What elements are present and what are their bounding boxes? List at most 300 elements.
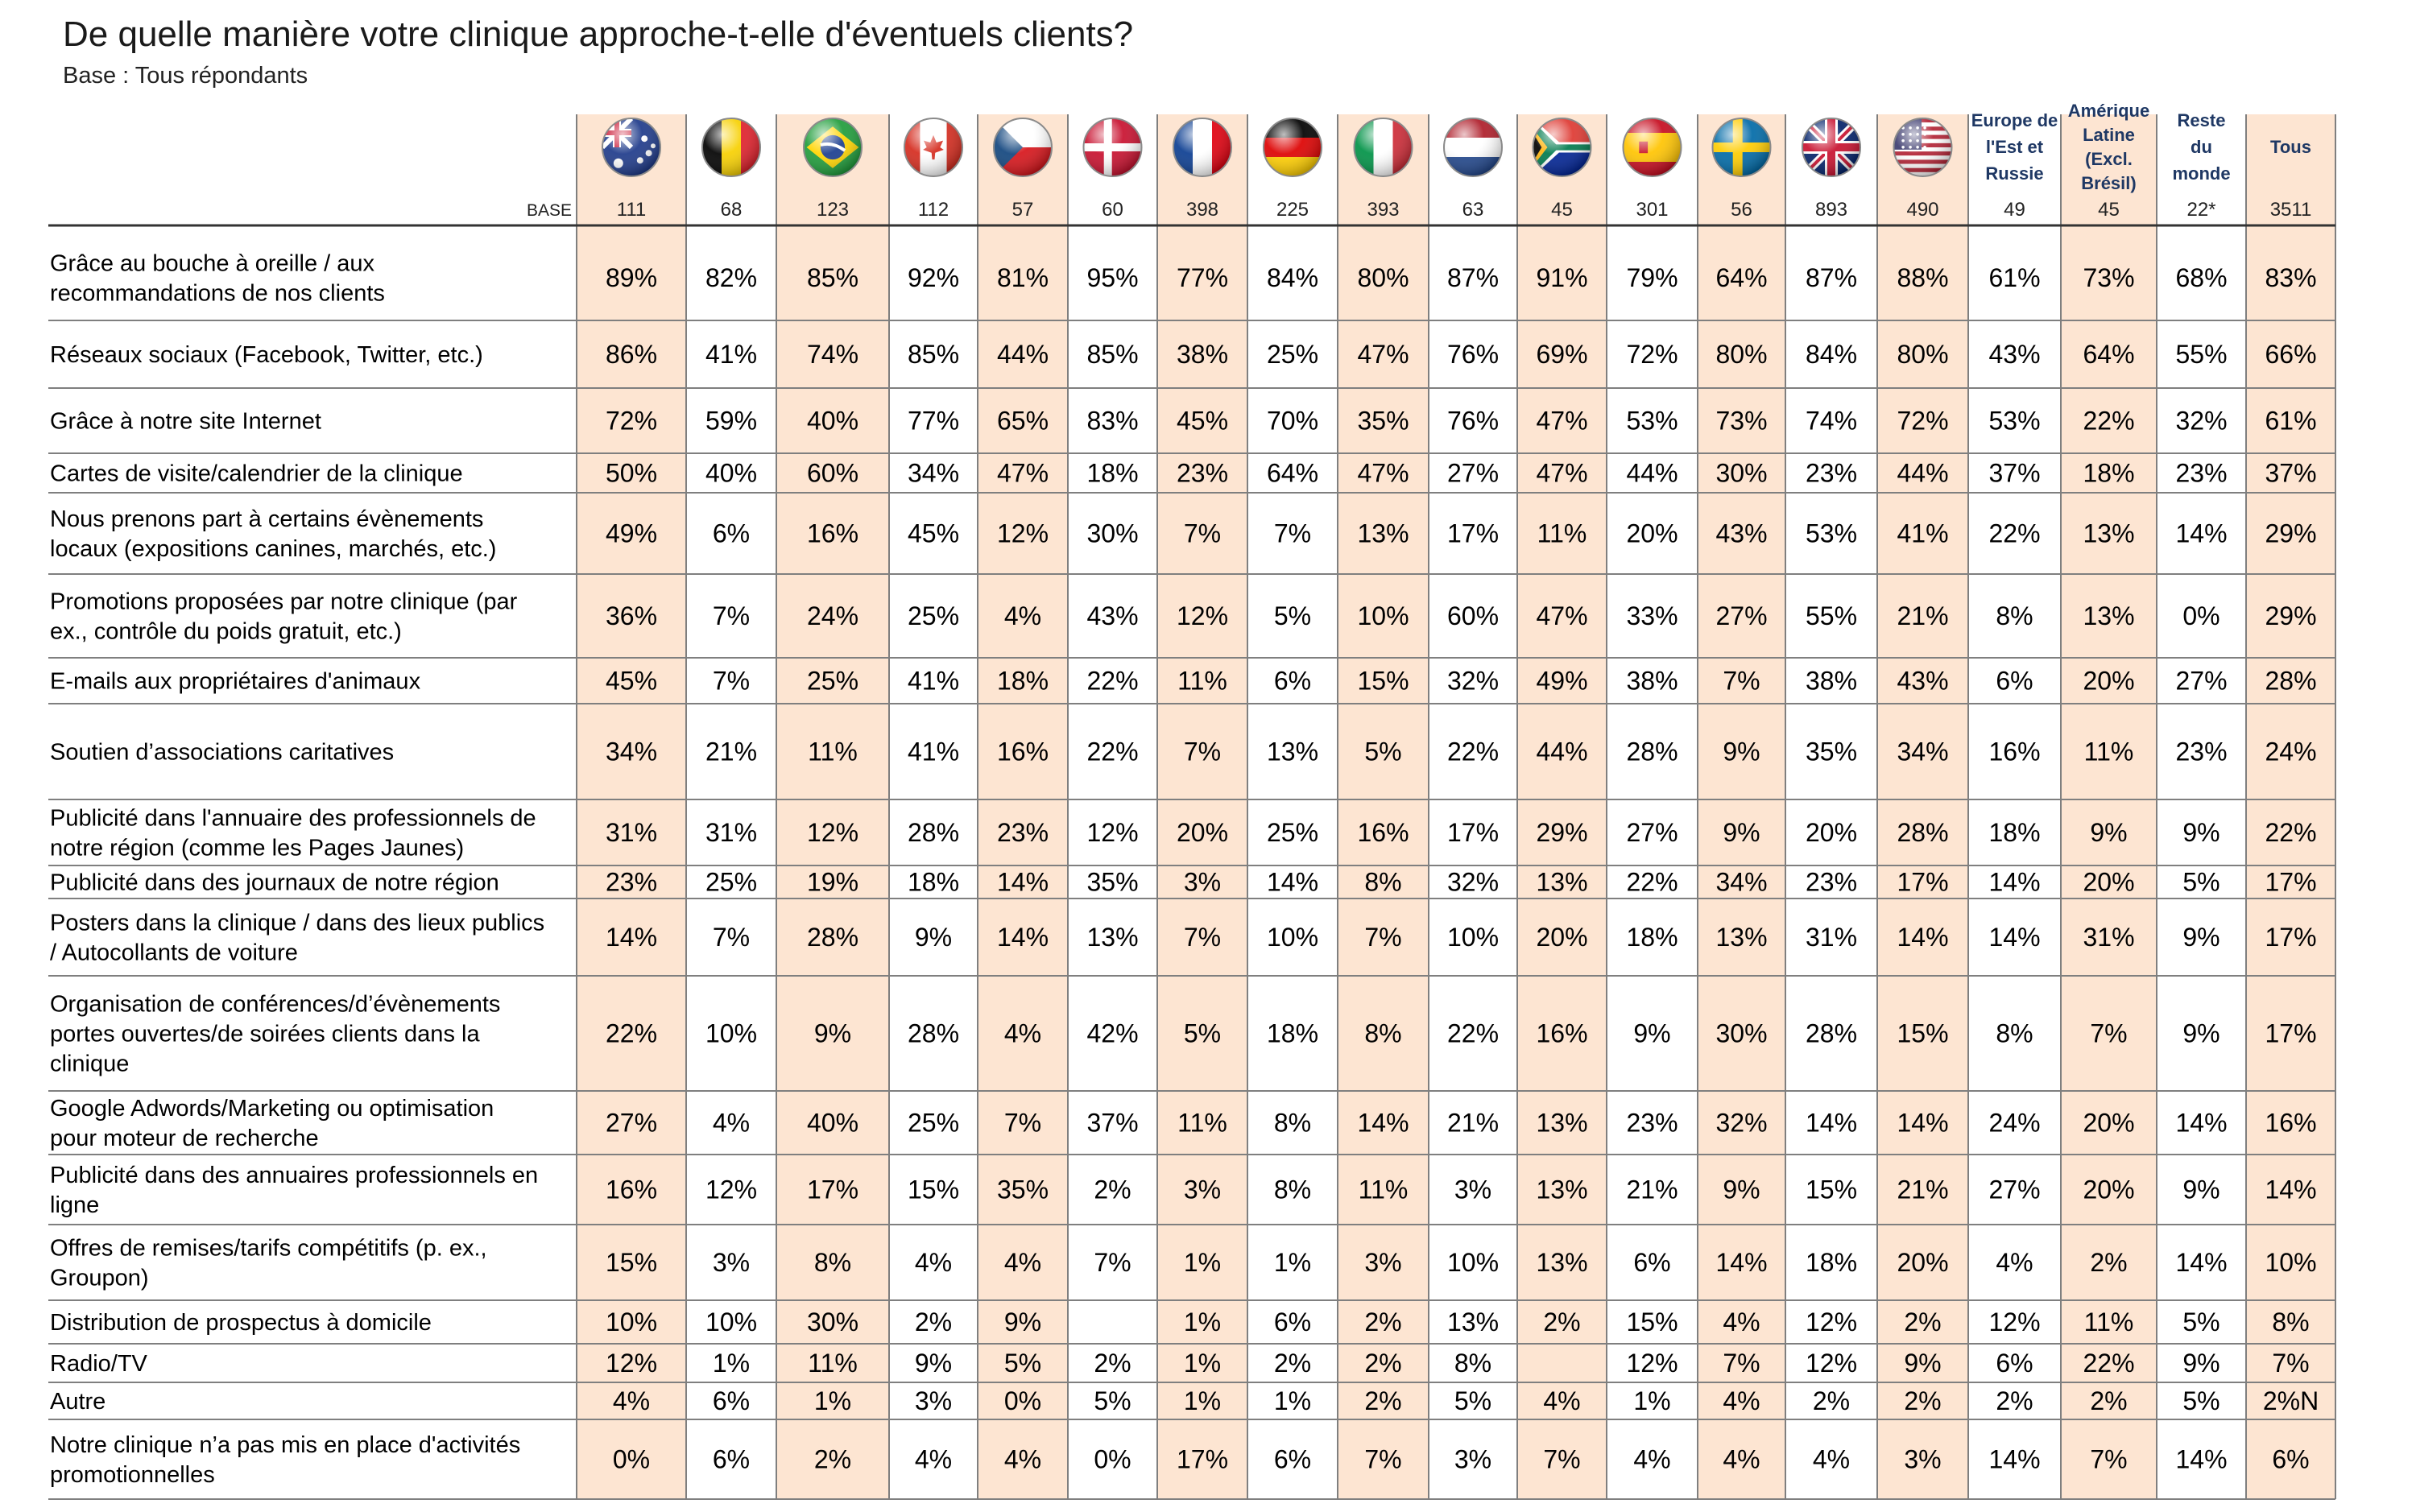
- cell-value: 22%: [2083, 406, 2135, 436]
- cell-value: 1%: [813, 1386, 852, 1415]
- cell-value: 3%: [1183, 867, 1222, 897]
- cell-value: 7%: [1183, 923, 1222, 952]
- cell-value: 13%: [2083, 518, 2135, 548]
- cell-value: 5%: [1364, 737, 1402, 766]
- cell-value: 14%: [1805, 1108, 1858, 1138]
- cell-value: 43%: [1086, 601, 1139, 630]
- cell-value: 9%: [2090, 818, 2128, 847]
- cell-value: 25%: [806, 666, 859, 696]
- base-count: 111: [616, 199, 647, 221]
- cell-value: 23%: [2175, 458, 2228, 488]
- cell-value: 18%: [1626, 923, 1678, 952]
- cell-value: 9%: [813, 1018, 852, 1048]
- cell-value: 22%: [1988, 518, 2041, 548]
- row-label: E-mails aux propriétaires d'animaux: [50, 668, 421, 695]
- cell-value: 20%: [1897, 1248, 1949, 1277]
- cell-value: 9%: [2182, 1349, 2220, 1378]
- cell-value: 20%: [1626, 518, 1678, 548]
- cell-value: 35%: [996, 1175, 1049, 1204]
- france-flag-icon: [1173, 118, 1231, 176]
- belgium-flag-icon: [702, 118, 760, 176]
- cell-value: 47%: [1536, 458, 1588, 488]
- cell-value: 41%: [1897, 518, 1949, 548]
- cell-value: 5%: [1454, 1386, 1492, 1415]
- cell-value: 17%: [1446, 818, 1500, 847]
- cell-value: 4%: [1543, 1386, 1581, 1415]
- cell-value: 27%: [1446, 458, 1500, 488]
- base-label: BASE: [526, 201, 572, 220]
- cell-value: 22%: [1446, 1018, 1500, 1048]
- shaded-column: [1877, 114, 1968, 1499]
- row-label: notre région (comme les Pages Jaunes): [50, 835, 465, 861]
- cell-value: 8%: [813, 1248, 852, 1277]
- cell-value: 6%: [1996, 1349, 2033, 1378]
- base-count: 393: [1367, 199, 1400, 221]
- cell-value: 14%: [1988, 923, 2041, 952]
- column-header-label: (Excl.: [2085, 149, 2133, 169]
- row-label: pour moteur de recherche: [50, 1126, 319, 1151]
- cell-value: 14%: [2175, 1248, 2228, 1277]
- cell-value: 12%: [1086, 818, 1139, 847]
- row-label: Nous prenons part à certains évènements: [50, 506, 484, 532]
- cell-value: 31%: [2083, 923, 2135, 952]
- column-header-label: Europe de: [1971, 110, 2058, 130]
- cell-value: 29%: [2265, 601, 2317, 630]
- cell-value: 18%: [1086, 458, 1139, 488]
- australia-flag-icon: [602, 118, 660, 176]
- cell-value: 5%: [1003, 1349, 1042, 1378]
- cell-value: 32%: [2175, 406, 2228, 436]
- cell-value: 1%: [1183, 1308, 1222, 1336]
- cell-value: 22%: [1446, 737, 1500, 766]
- page-subtitle: Base : Tous répondants: [63, 63, 308, 89]
- cell-value: 0%: [1003, 1386, 1042, 1415]
- row-label: clinique: [50, 1051, 130, 1077]
- cell-value: 55%: [1805, 601, 1858, 630]
- cell-value: 10%: [1266, 923, 1319, 952]
- cell-value: 8%: [1364, 867, 1402, 897]
- cell-value: 2%: [1364, 1386, 1402, 1415]
- cell-value: 14%: [996, 923, 1049, 952]
- cell-value: 34%: [605, 737, 658, 766]
- cell-value: 44%: [1897, 458, 1949, 488]
- cell-value: 80%: [1715, 340, 1768, 369]
- cell-value: 4%: [1003, 1018, 1042, 1048]
- cell-value: 4%: [1003, 601, 1042, 630]
- cell-value: 85%: [806, 263, 859, 292]
- cell-value: 7%: [1723, 1349, 1760, 1378]
- cell-value: 7%: [712, 923, 751, 952]
- cell-value: 47%: [1357, 340, 1409, 369]
- cell-value: 23%: [1805, 458, 1858, 488]
- cell-value: 30%: [1086, 518, 1139, 548]
- cell-value: 4%: [1003, 1444, 1042, 1474]
- cell-value: 38%: [1805, 666, 1858, 696]
- cell-value: 89%: [605, 263, 658, 292]
- base-count: 123: [816, 199, 850, 221]
- cell-value: 86%: [605, 340, 658, 369]
- cell-value: 4%: [612, 1386, 651, 1415]
- cell-value: 1%: [712, 1349, 751, 1378]
- cell-value: 12%: [605, 1349, 658, 1378]
- cell-value: 7%: [1183, 518, 1222, 548]
- cell-value: 17%: [2265, 867, 2317, 897]
- cell-value: 64%: [1715, 263, 1768, 292]
- cell-value: 32%: [1446, 867, 1500, 897]
- cell-value: 42%: [1086, 1018, 1139, 1048]
- shaded-column: [1338, 114, 1429, 1499]
- cell-value: 20%: [1176, 818, 1229, 847]
- cell-value: 18%: [1805, 1248, 1858, 1277]
- cell-value: 35%: [1086, 867, 1139, 897]
- cell-value: 92%: [907, 263, 960, 292]
- base-count: 22*: [2186, 199, 2216, 221]
- row-label: locaux (expositions canines, marchés, etc.): [50, 536, 497, 562]
- cell-value: 37%: [2265, 458, 2317, 488]
- row-label: / Autocollants de voiture: [50, 940, 298, 966]
- cell-value: 77%: [1176, 263, 1229, 292]
- cell-value: 13%: [1357, 518, 1409, 548]
- cell-value: 12%: [1176, 601, 1229, 630]
- cell-value: 65%: [996, 406, 1049, 436]
- base-count: 225: [1276, 199, 1309, 221]
- cell-value: 20%: [2083, 1108, 2135, 1138]
- brazil-flag-icon: [804, 118, 862, 176]
- cell-value: 12%: [1805, 1349, 1858, 1378]
- cell-value: 14%: [2175, 1444, 2228, 1474]
- cell-value: 3%: [1904, 1444, 1942, 1474]
- cell-value: 15%: [907, 1175, 960, 1204]
- cell-value: 11%: [808, 737, 858, 766]
- cell-value: 4%: [1003, 1248, 1042, 1277]
- cell-value: 7%: [1364, 923, 1402, 952]
- cell-value: 2%: [1364, 1308, 1402, 1336]
- cell-value: 7%: [1364, 1444, 1402, 1474]
- cell-value: 6%: [712, 1386, 751, 1415]
- cell-value: 12%: [996, 518, 1049, 548]
- cell-value: 22%: [2083, 1349, 2135, 1378]
- cell-value: 40%: [806, 406, 859, 436]
- cell-value: 64%: [2083, 340, 2135, 369]
- column-header-label: Latine: [2083, 125, 2135, 145]
- cell-value: 13%: [1266, 737, 1319, 766]
- row-label: Offres de remises/tarifs compétitifs (p. ex.,: [50, 1235, 487, 1262]
- cell-value: 35%: [1357, 406, 1409, 436]
- cell-value: 9%: [1723, 818, 1760, 847]
- cell-value: 16%: [2265, 1108, 2317, 1138]
- cell-value: 27%: [1988, 1175, 2041, 1204]
- cell-value: 22%: [1086, 666, 1139, 696]
- cell-value: 64%: [1266, 458, 1319, 488]
- cell-value: 41%: [705, 340, 758, 369]
- cell-value: 3%: [1364, 1248, 1402, 1277]
- cell-value: 2%: [1904, 1308, 1942, 1336]
- cell-value: 14%: [1357, 1108, 1409, 1138]
- cell-value: 2%N: [2262, 1386, 2319, 1415]
- cell-value: 7%: [1723, 666, 1760, 696]
- row-label: Soutien d’associations caritatives: [50, 739, 395, 766]
- cell-value: 11%: [1358, 1175, 1409, 1204]
- cell-value: 17%: [2265, 923, 2317, 952]
- cell-value: 6%: [1996, 666, 2033, 696]
- shaded-column: [1517, 114, 1607, 1499]
- cell-value: 14%: [605, 923, 658, 952]
- base-count: 45: [2098, 199, 2120, 221]
- cell-value: 72%: [1897, 406, 1949, 436]
- cell-value: 12%: [1626, 1349, 1678, 1378]
- base-count: 893: [1814, 199, 1848, 221]
- cell-value: 13%: [1536, 1108, 1588, 1138]
- cell-value: 14%: [1988, 867, 2041, 897]
- sweden-flag-icon: [1713, 118, 1771, 176]
- column-header-label: Russie: [1985, 163, 2044, 184]
- cell-value: 7%: [2272, 1349, 2310, 1378]
- cell-value: 16%: [605, 1175, 658, 1204]
- row-label: recommandations de nos clients: [50, 280, 385, 307]
- column-header-label: Brésil): [2081, 173, 2137, 193]
- cell-value: 53%: [1805, 518, 1858, 548]
- cell-value: 17%: [2265, 1018, 2317, 1048]
- cell-value: 9%: [914, 923, 953, 952]
- czech-flag-icon: [994, 118, 1052, 176]
- cell-value: 25%: [907, 601, 960, 630]
- column-header-label: Reste: [2177, 110, 2226, 130]
- germany-flag-icon: [1264, 118, 1322, 176]
- cell-value: 12%: [806, 818, 859, 847]
- shaded-column: [776, 114, 889, 1499]
- cell-value: 20%: [1805, 818, 1858, 847]
- base-count: 68: [720, 199, 743, 221]
- cell-value: 7%: [712, 601, 751, 630]
- shaded-column: [978, 114, 1068, 1499]
- cell-value: 87%: [1805, 263, 1858, 292]
- cell-value: 6%: [712, 518, 751, 548]
- cell-value: 7%: [2090, 1018, 2128, 1048]
- cell-value: 6%: [1273, 666, 1312, 696]
- shaded-column: [2061, 114, 2157, 1499]
- cell-value: 29%: [2265, 518, 2317, 548]
- cell-value: 13%: [1536, 1248, 1588, 1277]
- cell-value: 43%: [1715, 518, 1768, 548]
- cell-value: 0%: [612, 1444, 651, 1474]
- cell-value: 31%: [605, 818, 658, 847]
- row-label: Distribution de prospectus à domicile: [50, 1310, 432, 1336]
- cell-value: 87%: [1446, 263, 1500, 292]
- row-label: Publicité dans des annuaires professionnels en: [50, 1163, 539, 1188]
- cell-value: 6%: [1273, 1308, 1312, 1336]
- cell-value: 34%: [1897, 737, 1949, 766]
- cell-value: 66%: [2265, 340, 2317, 369]
- cell-value: 1%: [1273, 1386, 1312, 1415]
- cell-value: 80%: [1357, 263, 1409, 292]
- cell-value: 10%: [1357, 601, 1409, 630]
- row-label: Cartes de visite/calendrier de la clinique: [50, 461, 463, 487]
- cell-value: 1%: [1183, 1349, 1222, 1378]
- cell-value: 4%: [1723, 1308, 1760, 1336]
- cell-value: 17%: [806, 1175, 859, 1204]
- shaded-column: [1698, 114, 1785, 1499]
- cell-value: 43%: [1988, 340, 2041, 369]
- cell-value: 5%: [2182, 867, 2220, 897]
- cell-value: 80%: [1897, 340, 1949, 369]
- column-header-label: l'Est et: [1985, 137, 2044, 157]
- cell-value: 38%: [1176, 340, 1229, 369]
- cell-value: 53%: [1626, 406, 1678, 436]
- cell-value: 0%: [1094, 1444, 1131, 1474]
- uk-flag-icon: [1802, 118, 1860, 176]
- cell-value: 14%: [2175, 1108, 2228, 1138]
- cell-value: 4%: [1633, 1444, 1671, 1474]
- cell-value: 50%: [605, 458, 658, 488]
- cell-value: 24%: [2265, 737, 2317, 766]
- cell-value: 22%: [2265, 818, 2317, 847]
- row-label: ex., contrôle du poids gratuit, etc.): [50, 618, 402, 645]
- cell-value: 7%: [1273, 518, 1312, 548]
- cell-value: 9%: [1723, 1175, 1760, 1204]
- usa-flag-icon: [1894, 118, 1952, 176]
- cell-value: 4%: [1723, 1386, 1760, 1415]
- cell-value: 2%: [1904, 1386, 1942, 1415]
- row-label: Grâce à notre site Internet: [50, 408, 321, 435]
- cell-value: 95%: [1086, 263, 1139, 292]
- cell-value: 13%: [1446, 1308, 1500, 1336]
- cell-value: 1%: [1183, 1386, 1222, 1415]
- base-count: 57: [1011, 199, 1034, 221]
- cell-value: 76%: [1446, 406, 1500, 436]
- cell-value: 14%: [2175, 518, 2228, 548]
- cell-value: 2%: [2090, 1386, 2128, 1415]
- spain-flag-icon: [1624, 118, 1682, 176]
- cell-value: 85%: [1086, 340, 1139, 369]
- cell-value: 9%: [2182, 923, 2220, 952]
- cell-value: 18%: [996, 666, 1049, 696]
- cell-value: 14%: [1266, 867, 1319, 897]
- cell-value: 23%: [996, 818, 1049, 847]
- cell-value: 11%: [2083, 737, 2134, 766]
- cell-value: 47%: [1536, 601, 1588, 630]
- cell-value: 2%: [2090, 1248, 2128, 1277]
- cell-value: 2%: [1996, 1386, 2033, 1415]
- cell-value: 9%: [1904, 1349, 1942, 1378]
- cell-value: 44%: [1536, 737, 1588, 766]
- cell-value: 61%: [2265, 406, 2317, 436]
- cell-value: 2%: [1094, 1175, 1131, 1204]
- denmark-flag-icon: [1084, 118, 1142, 176]
- cell-value: 25%: [907, 1108, 960, 1138]
- page-title: De quelle manière votre clinique approche-t-elle d'éventuels clients?: [63, 14, 1134, 54]
- cell-value: 83%: [1086, 406, 1139, 436]
- netherlands-flag-icon: [1444, 118, 1502, 176]
- cell-value: 2%: [1094, 1349, 1131, 1378]
- cell-value: 27%: [605, 1108, 658, 1138]
- cell-value: 59%: [705, 406, 758, 436]
- cell-value: 81%: [996, 263, 1049, 292]
- base-count: 45: [1551, 199, 1573, 221]
- cell-value: 25%: [705, 867, 758, 897]
- row-label: Promotions proposées par notre clinique (par: [50, 589, 518, 615]
- cell-value: 7%: [1094, 1248, 1131, 1277]
- cell-value: 5%: [2182, 1308, 2220, 1336]
- cell-value: 73%: [2083, 263, 2135, 292]
- cell-value: 18%: [1266, 1018, 1319, 1048]
- cell-value: 35%: [1805, 737, 1858, 766]
- cell-value: 28%: [1626, 737, 1678, 766]
- base-count: 56: [1731, 199, 1752, 221]
- cell-value: 47%: [1357, 458, 1409, 488]
- cell-value: 21%: [705, 737, 758, 766]
- cell-value: 7%: [712, 666, 751, 696]
- cell-value: 14%: [1715, 1248, 1768, 1277]
- cell-value: 19%: [806, 867, 859, 897]
- cell-value: 10%: [605, 1308, 658, 1336]
- cell-value: 49%: [605, 518, 658, 548]
- cell-value: 91%: [1536, 263, 1588, 292]
- cell-value: 5%: [1183, 1018, 1222, 1048]
- cell-value: 8%: [1273, 1108, 1312, 1138]
- row-label: Grâce au bouche à oreille / aux: [50, 250, 375, 277]
- cell-value: 44%: [1626, 458, 1678, 488]
- cell-value: 7%: [1003, 1108, 1042, 1138]
- cell-value: 16%: [1357, 818, 1409, 847]
- cell-value: 41%: [907, 666, 960, 696]
- cell-value: 6%: [2272, 1444, 2310, 1474]
- row-label: Notre clinique n’a pas mis en place d'activités: [50, 1432, 521, 1458]
- cell-value: 84%: [1805, 340, 1858, 369]
- cell-value: 40%: [806, 1108, 859, 1138]
- cell-value: 15%: [1626, 1308, 1678, 1336]
- cell-value: 2%: [914, 1308, 953, 1336]
- cell-value: 4%: [1812, 1444, 1851, 1474]
- cell-value: 17%: [1897, 867, 1949, 897]
- cell-value: 72%: [605, 406, 658, 436]
- cell-value: 14%: [996, 867, 1049, 897]
- cell-value: 5%: [1273, 601, 1312, 630]
- cell-value: 8%: [1454, 1349, 1492, 1378]
- cell-value: 28%: [907, 1018, 960, 1048]
- cell-value: 18%: [907, 867, 960, 897]
- cell-value: 73%: [1715, 406, 1768, 436]
- cell-value: 8%: [1364, 1018, 1402, 1048]
- cell-value: 13%: [1715, 923, 1768, 952]
- cell-value: 8%: [1996, 601, 2033, 630]
- cell-value: 72%: [1626, 340, 1678, 369]
- cell-value: 9%: [2182, 1018, 2220, 1048]
- base-count: 49: [2004, 199, 2025, 221]
- cell-value: 23%: [1176, 458, 1229, 488]
- cell-value: 40%: [705, 458, 758, 488]
- cell-value: 18%: [2083, 458, 2135, 488]
- cell-value: 24%: [1988, 1108, 2041, 1138]
- cell-value: 27%: [1626, 818, 1678, 847]
- cell-value: 15%: [1805, 1175, 1858, 1204]
- cell-value: 83%: [2265, 263, 2317, 292]
- cell-value: 14%: [2265, 1175, 2317, 1204]
- cell-value: 4%: [712, 1108, 751, 1138]
- cell-value: 2%: [1364, 1349, 1402, 1378]
- cell-value: 21%: [1897, 601, 1949, 630]
- cell-value: 60%: [1446, 601, 1500, 630]
- cell-value: 37%: [1086, 1108, 1139, 1138]
- cell-value: 34%: [1715, 867, 1768, 897]
- row-label: ligne: [50, 1192, 100, 1218]
- cell-value: 9%: [914, 1349, 953, 1378]
- cell-value: 7%: [1183, 737, 1222, 766]
- cell-value: 25%: [1266, 818, 1319, 847]
- cell-value: 7%: [2090, 1444, 2128, 1474]
- cell-value: 8%: [1273, 1175, 1312, 1204]
- cell-value: 24%: [806, 601, 859, 630]
- row-label: Posters dans la clinique / dans des lieux publics: [50, 910, 545, 936]
